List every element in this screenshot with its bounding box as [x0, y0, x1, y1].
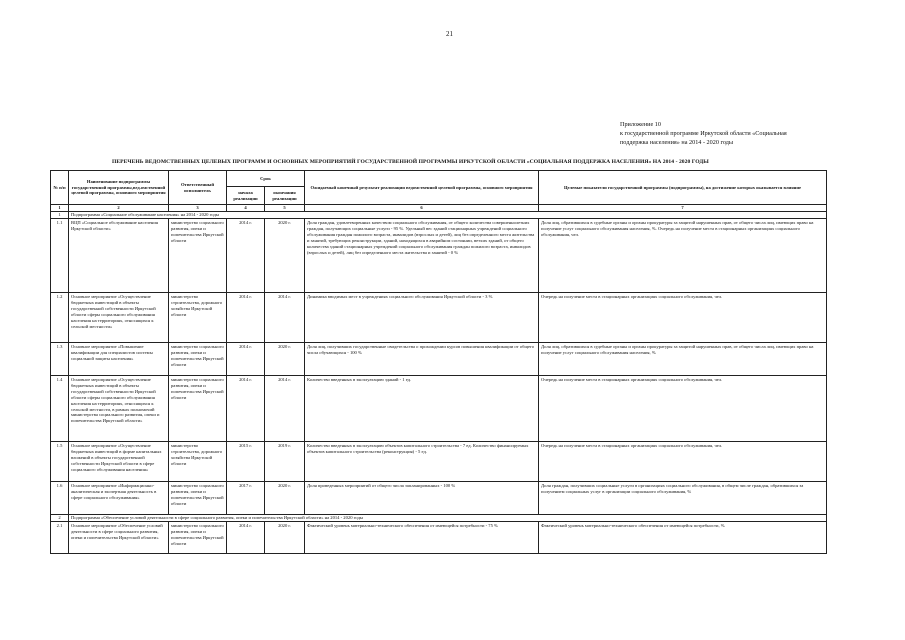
row-result: Количество введенных в эксплуатацию зданий - 1 ед.	[305, 376, 539, 442]
table-row	[51, 482, 827, 515]
section-num: 2	[51, 515, 69, 522]
row-result: Доля лиц, получивших государственные свидетельства о прохождении курсов повышения квалификации от общего числа обучающихся - 100 %	[305, 343, 539, 376]
header-end: окончания реализации	[265, 187, 305, 205]
column-numbers-row	[51, 205, 827, 212]
row-end: 2014 г.	[265, 293, 305, 343]
header-name: Наименование подпрограммы государственной программы,вед.омственной целевой программы, основного мероприятия	[69, 171, 169, 205]
section-title: Подпрограмма «Обеспечение условий деятельности в сфере социального развития, опеки и попечительства Иркутской области» на 2014 - 2020 годы	[69, 515, 827, 522]
table-row	[51, 442, 827, 482]
column-number: 4	[227, 205, 265, 212]
row-executor: министерство социального развития, опеки и попечительства Иркутской области	[169, 219, 227, 293]
section-row	[51, 515, 827, 522]
row-executor: министерство социального развития, опеки и попечительства Иркутской области	[169, 343, 227, 376]
section-row	[51, 212, 827, 219]
row-name: Основное мероприятие «Осуществление бюджетных инвестиций в объекты государственной собственности Иркутской области сферы социального обслуживания населения на территориях, относящихся к сельской местности, в рамках полномочий министерства социального развития, опеки и попечительства Иркутской области»	[69, 376, 169, 442]
column-number: 7	[539, 205, 827, 212]
row-indicators: Очередь на получение места в стационарных организациях социального обслуживания, чел.	[539, 293, 827, 343]
row-end: 2020 г.	[265, 482, 305, 515]
column-number: 2	[69, 205, 169, 212]
table-row	[51, 376, 827, 442]
section-num: 1	[51, 212, 69, 219]
row-result: Количество введенных в эксплуатацию объектов капитального строительства - 7 ед. Количество финансируемых объектов капитального строительства (реконструкция) - 5 ед.	[305, 442, 539, 482]
row-name: ВЦП «Социальное обслуживание населения Иркутской области»	[69, 219, 169, 293]
row-start: 2014 г.	[227, 376, 265, 442]
row-num: 1.1	[51, 219, 69, 293]
row-executor: министерство социального развития, опеки и попечительства Иркутской области	[169, 482, 227, 515]
row-end: 2020 г.	[265, 219, 305, 293]
row-indicators: Доля лиц, обратившихся в судебные органы и органы прокуратуры за защитой нарушенных прав, от общего числа лиц, имеющих право на получение услуг социального обслуживания населения, %	[539, 343, 827, 376]
row-executor: министерство строительства, дорожного хозяйства Иркутской области	[169, 293, 227, 343]
column-number: 5	[265, 205, 305, 212]
header-result: Ожидаемый конечный результат реализации ведомственной целевой программы, основного мероприятия	[305, 171, 539, 205]
row-num: 1.2	[51, 293, 69, 343]
row-indicators: Доля лиц, обратившихся в судебные органы и органы прокуратуры за защитой нарушенных прав, от общего числа лиц, имеющих право на получение услуг социального обслуживания населения, %. Очередь на получение места в стационарных организациях социального обслуживания, чел.	[539, 219, 827, 293]
header-executor: Ответственный исполнитель	[169, 171, 227, 205]
row-start: 2017 г.	[227, 482, 265, 515]
row-end: 2014 г.	[265, 376, 305, 442]
row-end: 2019 г.	[265, 442, 305, 482]
row-end: 2020 г.	[265, 522, 305, 554]
header-num: № п/п	[51, 171, 69, 205]
row-num: 1.5	[51, 442, 69, 482]
document-title: ПЕРЕЧЕНЬ ВЕДОМСТВЕННЫХ ЦЕЛЕВЫХ ПРОГРАММ И ОСНОВНЫХ МЕРОПРИЯТИЙ ГОСУДАРСТВЕННОЙ ПРОГРАММЫ ИРКУТСКОЙ ОБЛАСТИ «СОЦИАЛЬНАЯ ПОДДЕРЖКА НАСЕЛЕНИЯ» НА 2014 - 2020 ГОДЫ	[112, 159, 709, 165]
row-num: 1.3	[51, 343, 69, 376]
table-row	[51, 343, 827, 376]
row-start: 2014 г.	[227, 293, 265, 343]
appendix-line: к государственной программе Иркутской области «Социальная	[620, 130, 787, 138]
row-end: 2020 г.	[265, 343, 305, 376]
row-name: Основное мероприятие «Осуществление бюджетных инвестиций в форме капитальных вложений в объекты государственной собственности Иркутской области в сфере социального обслуживания населения»	[69, 442, 169, 482]
row-result: Доля граждан, удовлетворенных качеством социального обслуживания, от общего количества совершеннолетних граждан, получающих социальные услуги - 95 %. Удельный вес зданий стационарных учреждений социального обслуживания граждан пожилого возраста, инвалидов (взрослых и детей), лиц без определенного места жительства и занятий, требующих реконструкции, зданий, находящихся в аварийном состоянии, ветхих зданий, от общего количества зданий стационарных учреждений социального обслуживания граждан пожилого возраста, инвалидов (взрослых и детей), лиц без определенного места жительства и занятий - 0 %	[305, 219, 539, 293]
table-row	[51, 219, 827, 293]
row-num: 1.6	[51, 482, 69, 515]
row-indicators: Доля граждан, получивших социальные услуги в организациях социального обслуживания, в общем числе граждан, обратившихся за получением социальных услуг в организации социального обслуживания, %	[539, 482, 827, 515]
row-indicators: Очередь на получение места в стационарных организациях социального обслуживания, чел.	[539, 442, 827, 482]
row-indicators: Очередь на получение места в стационарных организациях социального обслуживания, чел.	[539, 376, 827, 442]
programs-table	[50, 170, 827, 554]
table-row	[51, 293, 827, 343]
row-indicators: Фактический уровень материально-технического обеспечения от имеющейся потребности, %	[539, 522, 827, 554]
row-result: Динамика вводимых мест в учреждениях социального обслуживания Иркутской области - 3 %	[305, 293, 539, 343]
row-result: Фактический уровень материально-технического обеспечения от имеющейся потребности - 75 %	[305, 522, 539, 554]
header-term: Срок	[227, 171, 305, 187]
row-executor: министерство социального развития, опеки и попечительства Иркутской области	[169, 522, 227, 554]
row-name: Основное мероприятие «Повышение квалификации для специалистов системы социальной защиты населения»	[69, 343, 169, 376]
table-row	[51, 522, 827, 554]
appendix-note	[620, 120, 850, 148]
page-number: 21	[446, 30, 453, 38]
row-start: 2014 г.	[227, 522, 265, 554]
appendix-line: поддержка населения» на 2014 - 2020 годы	[620, 139, 734, 147]
column-number: 1	[51, 205, 69, 212]
column-number: 3	[169, 205, 227, 212]
column-number: 6	[305, 205, 539, 212]
header-start: начала реализации	[227, 187, 265, 205]
row-start: 2015 г.	[227, 442, 265, 482]
row-start: 2014 г.	[227, 219, 265, 293]
row-num: 2.1	[51, 522, 69, 554]
appendix-line: Приложение 10	[620, 121, 661, 128]
row-executor: министерство социального развития, опеки и попечительства Иркутской области	[169, 376, 227, 442]
row-start: 2014 г.	[227, 343, 265, 376]
row-executor: министерство строительства, дорожного хозяйства Иркутской области	[169, 442, 227, 482]
row-name: Основное мероприятие «Осуществление бюджетных инвестиций в объекты государственной собственности Иркутской области сферы социального обслуживания населения на территориях, относящихся к сельской местности»	[69, 293, 169, 343]
row-name: Основное мероприятие «Информационно-аналитическая и экспертная деятельность в сфере социального обслуживания»	[69, 482, 169, 515]
header-indicators: Целевые показатели государственной программы (подпрограммы), на достижение которых оказывается влияние	[539, 171, 827, 205]
row-num: 1.4	[51, 376, 69, 442]
row-result: Доля проведенных мероприятий от общего числа запланированных - 100 %	[305, 482, 539, 515]
row-name: Основное мероприятие «Обеспечение условий деятельности в сфере социального развития, опеки и попечительства Иркутской области»	[69, 522, 169, 554]
section-title: Подпрограмма «Социальное обслуживание населения» на 2014 - 2020 годы	[69, 212, 827, 219]
header-row	[51, 171, 827, 187]
